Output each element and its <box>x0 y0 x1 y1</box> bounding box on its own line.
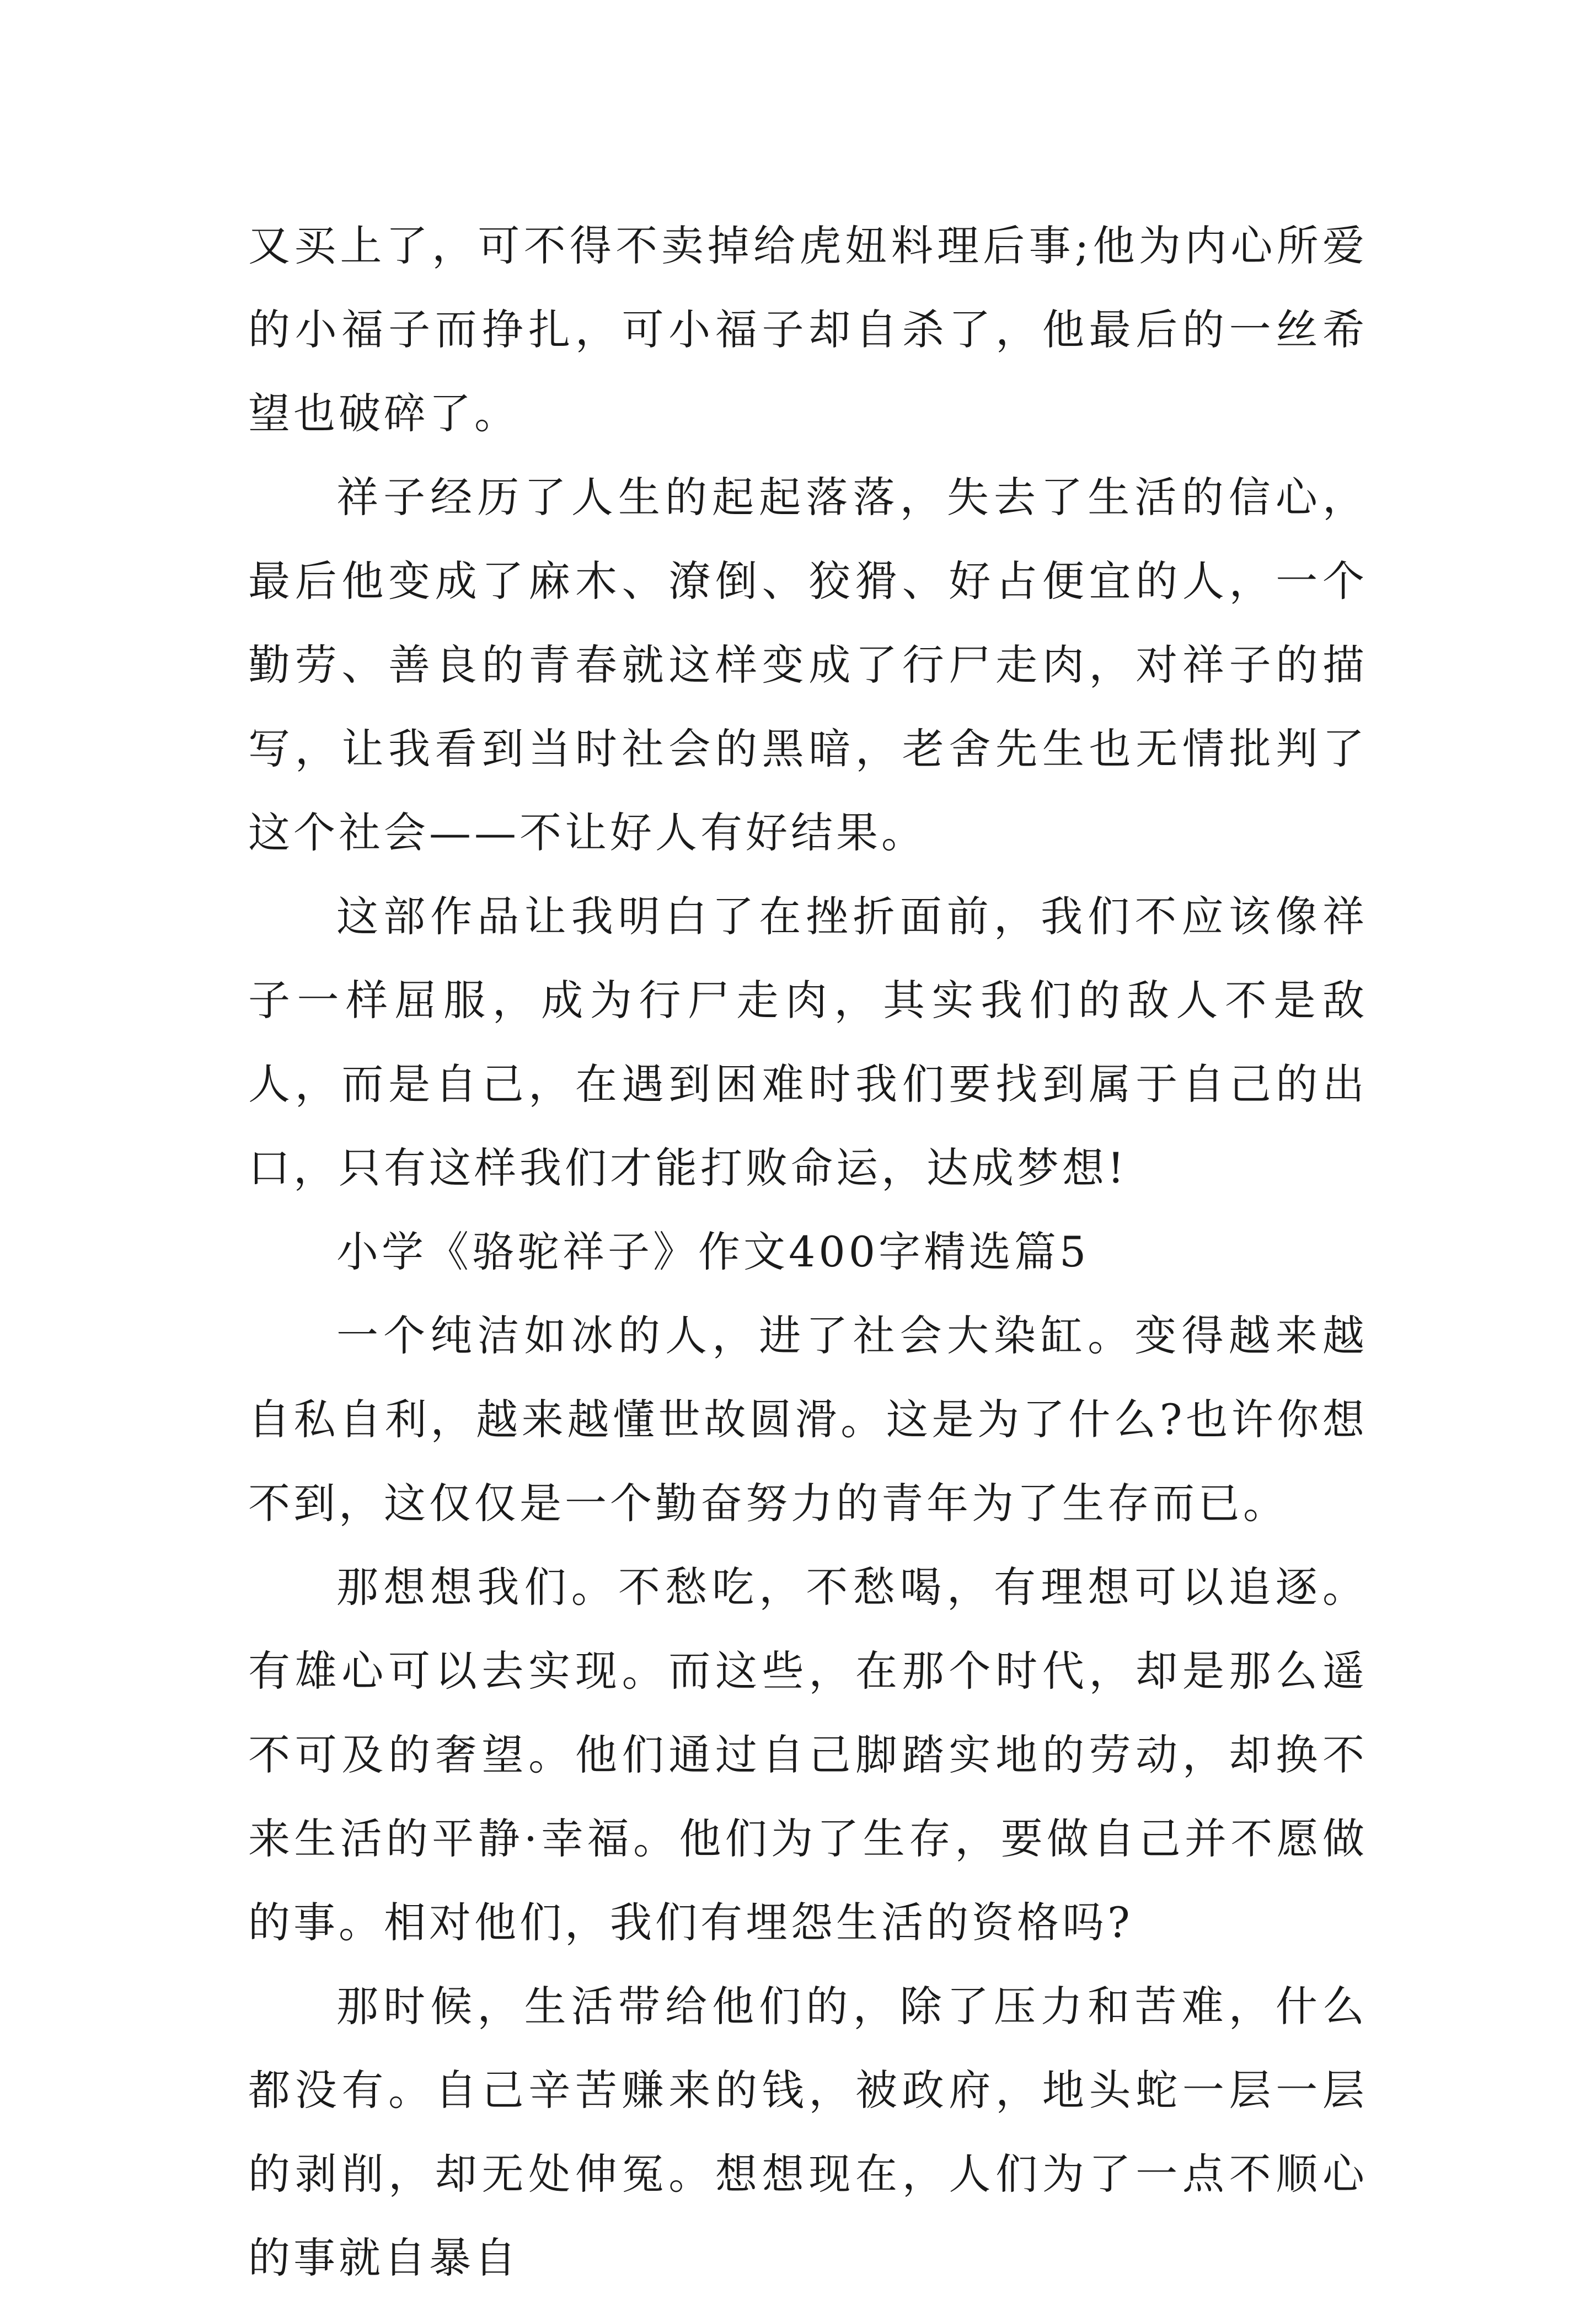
section-heading: 小学《骆驼祥子》作文400字精选篇5 <box>336 1227 1090 1276</box>
paragraph-1: 又买上了，可不得不卖掉给虎妞料理后事;他为内心所爱的小福子而挣扎，可小福子却自杀了，他最后的一丝希望也破碎了。 <box>248 221 1368 438</box>
paragraph-3: 这部作品让我明白了在挫折面前，我们不应该像祥子一样屈服，成为行尸走肉，其实我们的敌人不是敌人，而是自己，在遇到困难时我们要找到属于自己的出口，只有这样我们才能打败命运，达成梦想! <box>248 892 1368 1192</box>
paragraph-5: 那想想我们。不愁吃，不愁喝，有理想可以追逐。有雄心可以去实现。而这些，在那个时代，却是那么遥不可及的奢望。他们通过自己脚踏实地的劳动，却换不来生活的平静·幸福。他们为了生存，要做自己并不愿做的事。相对他们，我们有埋怨生活的资格吗? <box>248 1563 1368 1947</box>
paragraph-2: 祥子经历了人生的起起落落，失去了生活的信心，最后他变成了麻木、潦倒、狡猾、好占便宜的人，一个勤劳、善良的青春就这样变成了行尸走肉，对祥子的描写，让我看到当时社会的黑暗，老舍先生也无情批判了这个社会——不让好人有好结果。 <box>248 473 1368 857</box>
paragraph-6: 那时候，生活带给他们的，除了压力和苦难，什么都没有。自己辛苦赚来的钱，被政府，地头蛇一层一层的剥削，却无处伸冤。想想现在，人们为了一点不顺心的事就自暴自 <box>248 1982 1368 2282</box>
article-body <box>248 204 1368 2300</box>
paragraph-4: 一个纯洁如冰的人，进了社会大染缸。变得越来越自私自利，越来越懂世故圆滑。这是为了什么?也许你想不到，这仅仅是一个勤奋努力的青年为了生存而已。 <box>248 1311 1368 1528</box>
